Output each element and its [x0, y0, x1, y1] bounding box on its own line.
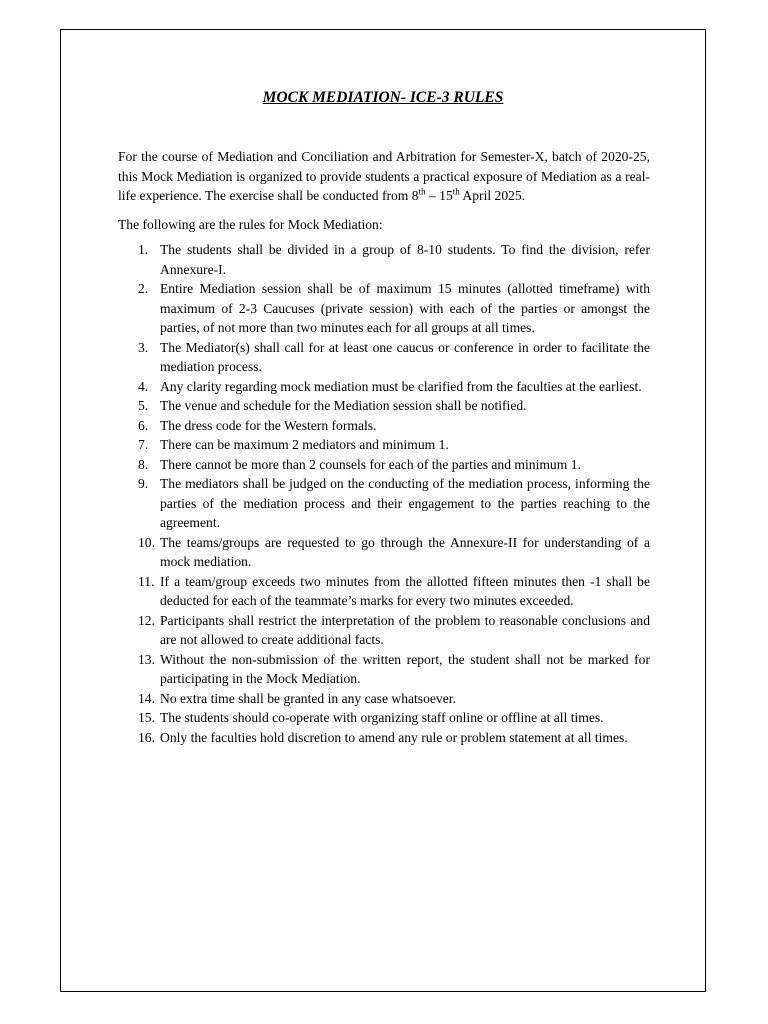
rule-item [118, 279, 650, 338]
rule-text: The dress code for the Western formals. [160, 417, 377, 433]
rule-text: Participants shall restrict the interpretation of the problem to reasonable conclusions and are not allowed to create additional facts. [160, 612, 650, 647]
rule-text: The venue and schedule for the Mediation session shall be notified. [160, 398, 527, 413]
rule-text: There cannot be more than 2 counsels for each of the parties and minimum 1. [160, 456, 581, 472]
rule-item [118, 689, 650, 709]
rule-text: The Mediator(s) shall call for at least one caucus or conference in order to facilitate the mediation process. [160, 339, 650, 374]
rule-item [118, 728, 650, 748]
rule-text: No extra time shall be granted in any case whatsoever. [160, 690, 456, 706]
rule-number: 8. [138, 456, 149, 472]
rule-number: 16. [138, 729, 155, 745]
rule-item [118, 455, 650, 475]
rule-item [118, 435, 650, 455]
rule-text: The students should co-operate with organizing staff online or offline at all times. [160, 710, 604, 725]
rule-number: 7. [138, 437, 149, 452]
document-body [118, 147, 650, 747]
rule-text: Without the non-submission of the written report, the student shall not be marked for participating in the Mock Mediation. [160, 651, 650, 686]
rule-text: The teams/groups are requested to go through the Annexure-II for understanding of a mock mediation. [160, 534, 650, 569]
intro-text-part3: April 2025. [459, 188, 526, 203]
rule-number: 15. [138, 710, 155, 725]
rule-text: Entire Mediation session shall be of maximum 15 minutes (allotted timeframe) with maximum of 2-3 Caucuses (private session) with each of the parties or amongst the parties, of not more than two minutes each for all groups at all times. [160, 281, 650, 335]
rule-item [118, 708, 650, 728]
rule-number: 1. [138, 242, 149, 257]
rule-item [118, 338, 650, 377]
rule-item [118, 650, 650, 689]
rules-lead-in: The following are the rules for Mock Mediation: [118, 216, 383, 232]
document-page [60, 29, 706, 992]
rule-number: 11. [138, 573, 155, 589]
rule-item [118, 396, 650, 416]
rule-number: 14. [138, 690, 155, 706]
rule-number: 2. [138, 281, 149, 296]
rule-item [118, 240, 650, 279]
rule-item [118, 416, 650, 436]
rule-item [118, 533, 650, 572]
rule-number: 5. [138, 398, 149, 413]
intro-superscript-1: th [418, 186, 426, 197]
rule-text: If a team/group exceeds two minutes from the allotted fifteen minutes then -1 shall be deducted for each of the teammate’s marks for every two minutes exceeded. [160, 573, 650, 608]
rule-text: The students shall be divided in a group of 8-10 students. To find the division, refer Annexure-I. [160, 242, 650, 277]
rule-number: 9. [138, 476, 149, 491]
rule-item [118, 611, 650, 650]
intro-superscript-2: th [452, 186, 460, 197]
rule-text: There can be maximum 2 mediators and minimum 1. [160, 437, 449, 452]
rule-item [118, 377, 650, 397]
intro-paragraph [118, 147, 650, 206]
rule-text: The mediators shall be judged on the conducting of the mediation process, informing the parties of the mediation process and their engagement to the parties reaching to the agreement. [160, 476, 650, 530]
rule-number: 4. [138, 378, 149, 394]
intro-text-part2: – 15 [425, 188, 453, 203]
rule-item [118, 572, 650, 611]
rule-text: Only the faculties hold discretion to amend any rule or problem statement at all times. [160, 729, 628, 745]
intro-text-part1: For the course of Mediation and Conciliation and Arbitration for Semester-X, batch of 2020-25, this Mock Mediation is organized to provide students a practical exposure of Mediation as a real-life experience. The exercise shall be conducted from 8 [118, 149, 650, 203]
rule-item [118, 474, 650, 533]
rule-text: Any clarity regarding mock mediation must be clarified from the faculties at the earliest. [160, 378, 642, 394]
rule-number: 6. [138, 417, 149, 433]
rule-number: 13. [138, 651, 155, 667]
rule-number: 3. [138, 339, 149, 355]
document-title: MOCK MEDIATION- ICE-3 RULES [262, 89, 504, 106]
rule-number: 12. [138, 612, 155, 628]
rules-list [118, 240, 650, 747]
rule-number: 10. [138, 534, 155, 550]
